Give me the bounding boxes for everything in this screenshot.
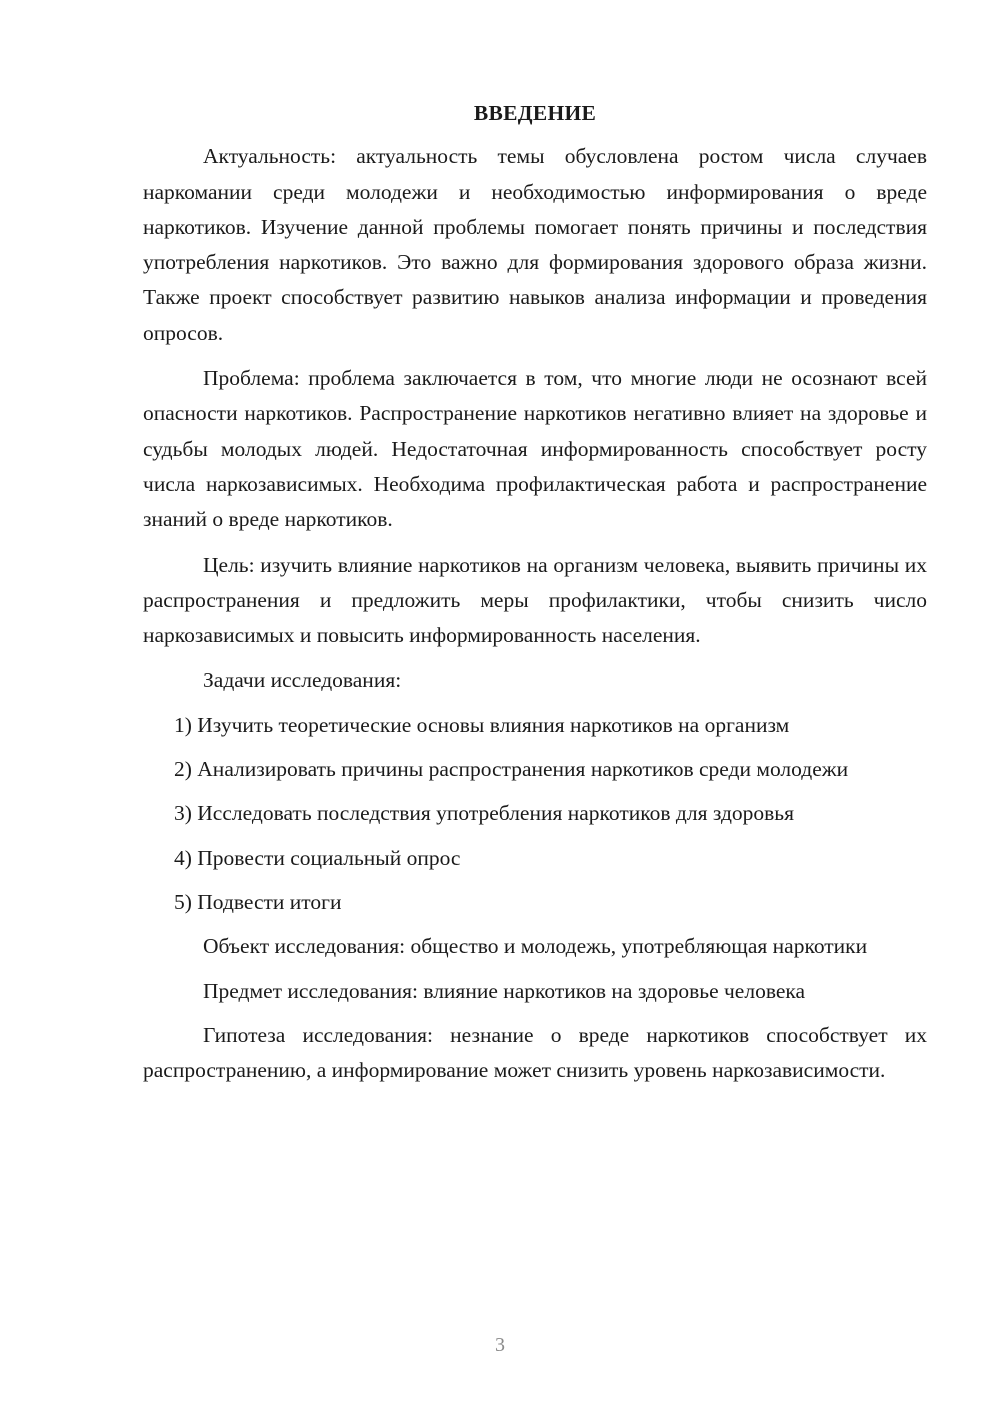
task-item: 3) Исследовать последствия употребления наркотиков для здоровья [174,801,794,826]
tasks-list [143,708,927,920]
task-item: 1) Изучить теоретические основы влияния наркотиков на организм [174,712,790,737]
task-item: 5) Подвести итоги [174,889,342,914]
paragraph-goal: Цель: изучить влияние наркотиков на организм человека, выявить причины их распространения и предложить меры профилактики, чтобы снизить число наркозависимых и повысить информированность населения. [143,552,927,648]
paragraph-hypothesis: Гипотеза исследования: незнание о вреде наркотиков способствует их распространению, а информирование может снизить уровень наркозависимости. [143,1022,927,1083]
paragraph-object: Объект исследования: общество и молодежь, употребляющая наркотики [203,934,868,959]
page-number: 3 [495,1334,505,1356]
paragraph-problem: Проблема: проблема заключается в том, что многие люди не осознают всей опасности наркотиков. Распространение наркотиков негативно влияет на здоровье и судьбы молодых людей. Недостаточная информированность способствует росту числа наркозависимых. Необходима профилактическая работа и распространение знаний о вреде наркотиков. [143,366,927,532]
page-title: ВВЕДЕНИЕ [473,101,597,125]
tasks-heading: Задачи исследования: [203,668,402,693]
document-page [143,96,927,1097]
paragraph-subject: Предмет исследования: влияние наркотиков на здоровье человека [203,978,806,1003]
paragraph-relevance: Актуальность: актуальность темы обусловлена ростом числа случаев наркомании среди молодежи и необходимостью информирования о вреде наркотиков. Изучение данной проблемы помогает понять причины и последствия употребления наркотиков. Это важно для формирования здорового образа жизни. Также проект способствует развитию навыков анализа информации и проведения опросов. [143,144,927,345]
task-item: 4) Провести социальный опрос [174,845,461,870]
task-item: 2) Анализировать причины распространения наркотиков среди молодежи [174,757,849,782]
